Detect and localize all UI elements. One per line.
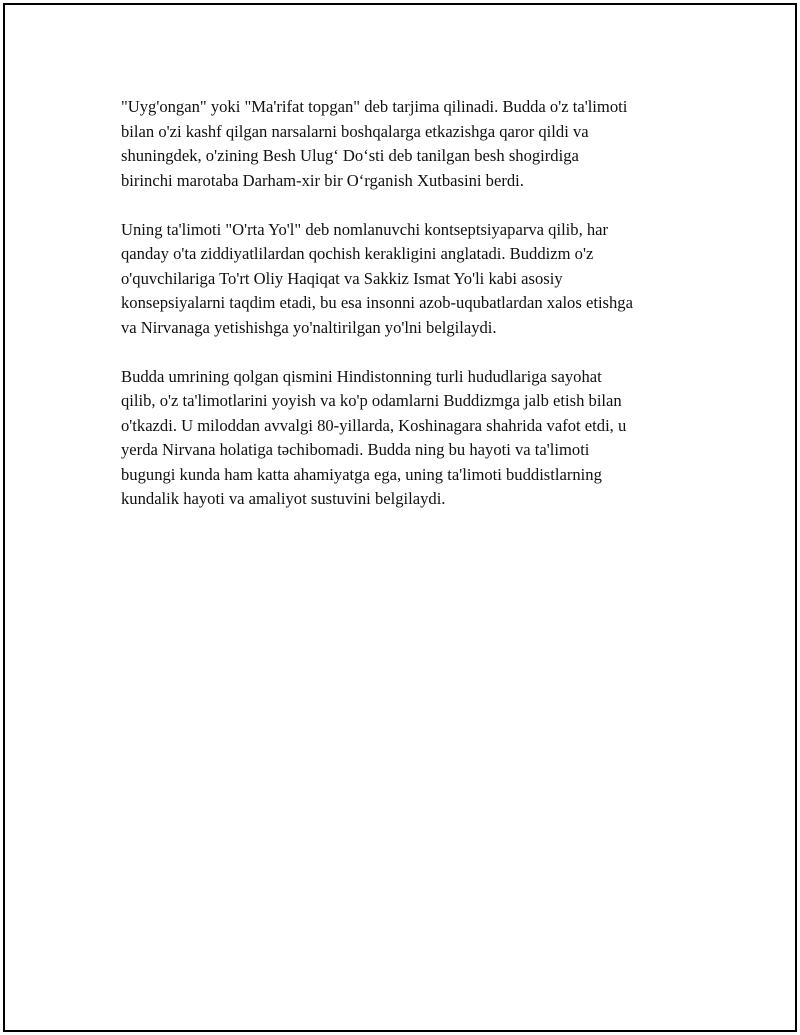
text-line: birinchi marotaba Darham-xir bir O‘rganish Xutbasini berdi. [121,170,524,190]
text-line: o'quvchilariga To'rt Oliy Haqiqat va Sakkiz Ismat Yo'li kabi asosiy [121,268,563,288]
text-line: shuningdek, o'zining Besh Ulug‘ Do‘sti deb tanilgan besh shogirdiga [121,146,579,165]
text-line: Uning ta'limoti "O'rta Yo'l" deb nomlanuvchi kontseptsiyaparva qilib, har [121,219,609,239]
text-line: bugungi kunda ham katta ahamiyatga ega, uning ta'limoti buddistlarning [121,464,602,484]
text-line: bilan o'zi kashf qilgan narsalarni boshqalarga etkazishga qaror qildi va [121,121,589,141]
document-body [121,95,711,536]
text-line: Budda umrining qolgan qismini Hindistonning turli hududlariga sayohat [121,366,602,386]
text-line: va Nirvanaga yetishishga yo'naltirilgan yo'lni belgilaydi. [121,317,497,337]
text-line: konsepsiyalarni taqdim etadi, bu esa insonni azob-uqubatlardan xalos etishga [121,293,633,312]
paragraph-1 [121,95,711,193]
text-line: qanday o'ta ziddiyatlilardan qochish kerakligini anglatadi. Buddizm o'z [121,244,594,263]
text-line: yerda Nirvana holatiga təchibomadi. Budda ning bu hayoti va ta'limoti [121,440,590,459]
text-line: kundalik hayoti va amaliyot sustuvini belgilaydi. [121,489,446,508]
paragraph-3 [121,365,711,512]
text-line: "Uyg'ongan" yoki "Ma'rifat topgan" deb tarjima qilinadi. Budda o'z ta'limoti [121,97,628,116]
document-page [3,3,797,1032]
paragraph-2 [121,218,711,341]
text-line: qilib, o'z ta'limotlarini yoyish va ko'p odamlarni Buddizmga jalb etish bilan [121,391,622,410]
text-line: o'tkazdi. U miloddan avvalgi 80-yillarda, Koshinagara shahrida vafot etdi, u [121,415,627,435]
